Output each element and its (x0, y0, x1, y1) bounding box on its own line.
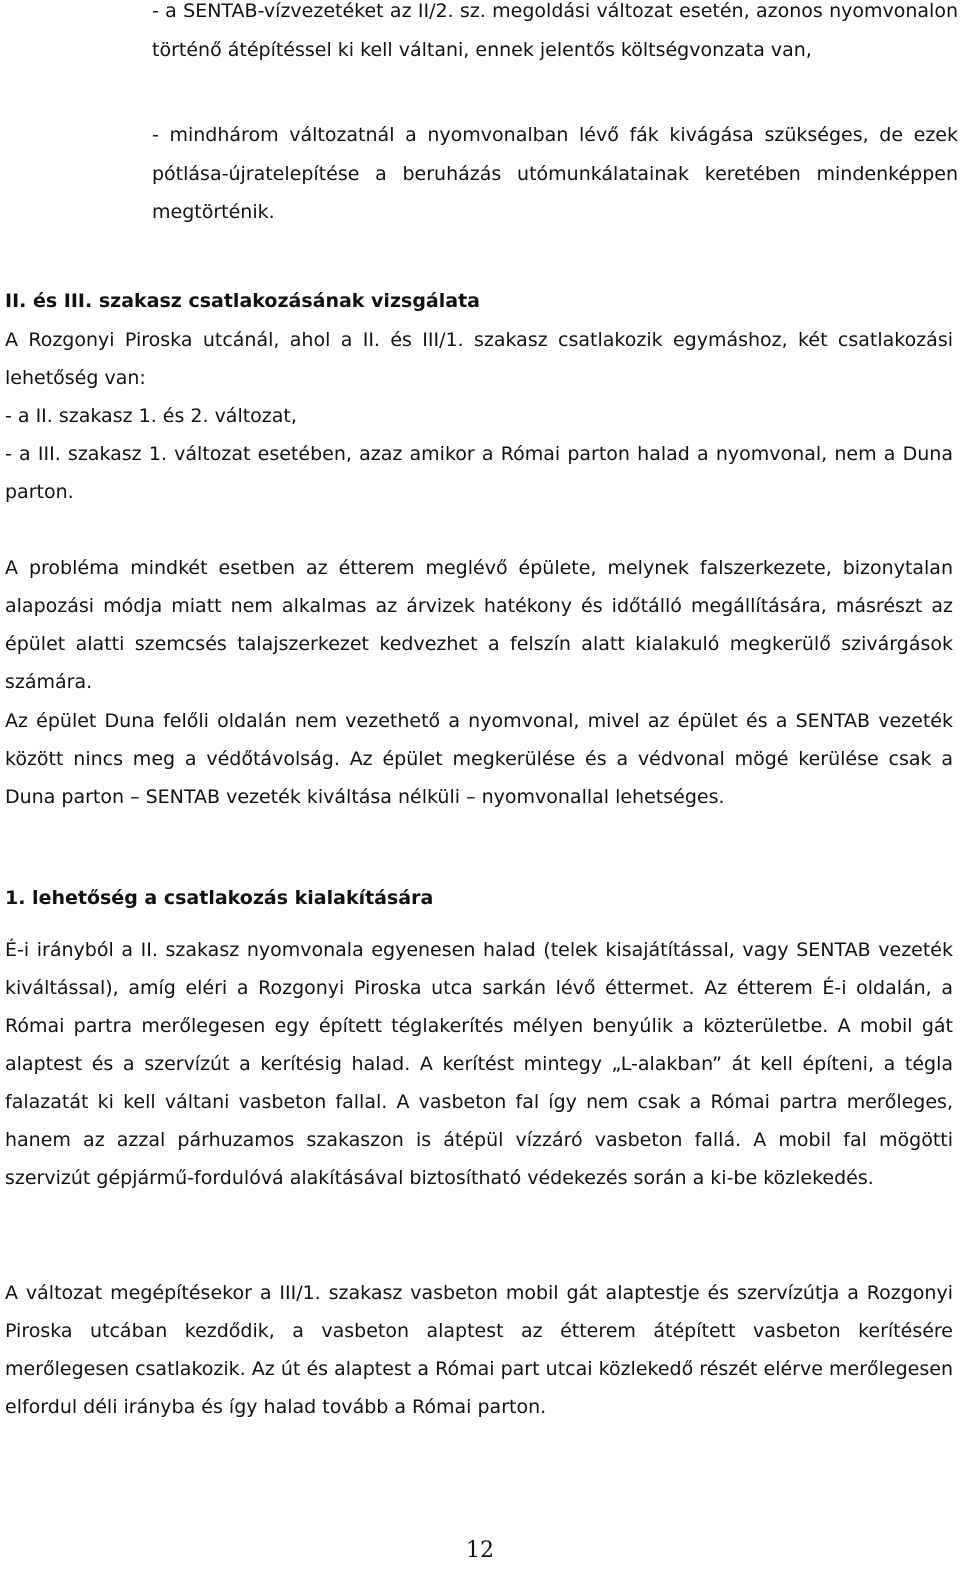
section-intro-paragraph: A Rozgonyi Piroska utcánál, ahol a II. és III/1. szakasz csatlakozik egymáshoz, két csatlakozási lehetőség van: (5, 329, 953, 389)
option-paragraph: É-i irányból a II. szakasz nyomvonala egyenesen halad (telek kisajátítással, vagy SENTAB vezeték kiváltással), amíg eléri a Rozgonyi Piroska utca sarkán lévő éttermet. Az étterem É-i oldalán, a Római partra merőlegesen egy épített téglakerítés mélyen benyúlik a közterületbe. A mobil gát alaptest és a szervízút a kerítésig halad. A kerítést mintegy „L-alakban” át kell építeni, a tégla falazatát ki kell váltani vasbeton fallal. A vasbeton fal így nem csak a Római partra merőleges, hanem az azzal párhuzamos szakaszon is átépül vízzáró vasbeton fallá. A mobil fal mögötti szervizút gépjármű-fordulóvá alakításával biztosítható védekezés során a ki-be közlekedés. (5, 939, 953, 1189)
page-number: 12 (466, 1538, 494, 1563)
variant-paragraph: A változat megépítésekor a III/1. szakasz vasbeton mobil gát alaptestje és szervízútja a Rozgonyi Piroska utcában kezdődik, a vasbeton alaptest az étterem átépített vasbeton kerítésére merőlegesen csatlakozik. Az út és alaptest a Római part utcai közlekedő részét elérve merőlegesen elfordul déli irányba és így halad tovább a Római parton. (5, 1282, 953, 1418)
problem-paragraph-1: A probléma mindkét esetben az étterem meglévő épülete, melynek falszerkezete, bizonytalan alapozási módja miatt nem alkalmas az árvizek hatékony és időtálló megállítására, másrészt az épület alatti szemcsés talajszerkezet kedvezhet a felszín alatt kialakuló megkerülő szivárgások számára. (5, 557, 953, 693)
section-list-item-2: - a III. szakasz 1. változat esetében, azaz amikor a Római parton halad a nyomvonal, nem a Duna parton. (5, 443, 953, 503)
bullet-item-sentab: - a SENTAB-vízvezetéket az II/2. sz. megoldási változat esetén, azonos nyomvonalon történő átépítéssel ki kell váltani, ennek jelentős költségvonzata van, (152, 0, 958, 61)
option-heading: 1. lehetőség a csatlakozás kialakítására (5, 887, 434, 909)
bullet-item-trees: - mindhárom változatnál a nyomvonalban lévő fák kivágása szükséges, de ezek pótlása-újratelepítése a beruházás utómunkálatainak keretében mindenképpen megtörténik. (152, 124, 958, 223)
section-heading: II. és III. szakasz csatlakozásának vizsgálata (5, 290, 480, 312)
problem-paragraph-2: Az épület Duna felőli oldalán nem vezethető a nyomvonal, mivel az épület és a SENTAB vezeték között nincs meg a védőtávolság. Az épület megkerülése és a védvonal mögé kerülése csak a Duna parton – SENTAB vezeték kiváltása nélküli – nyomvonallal lehetséges. (5, 710, 953, 808)
section-list-item-1: - a II. szakasz 1. és 2. változat, (5, 405, 297, 427)
